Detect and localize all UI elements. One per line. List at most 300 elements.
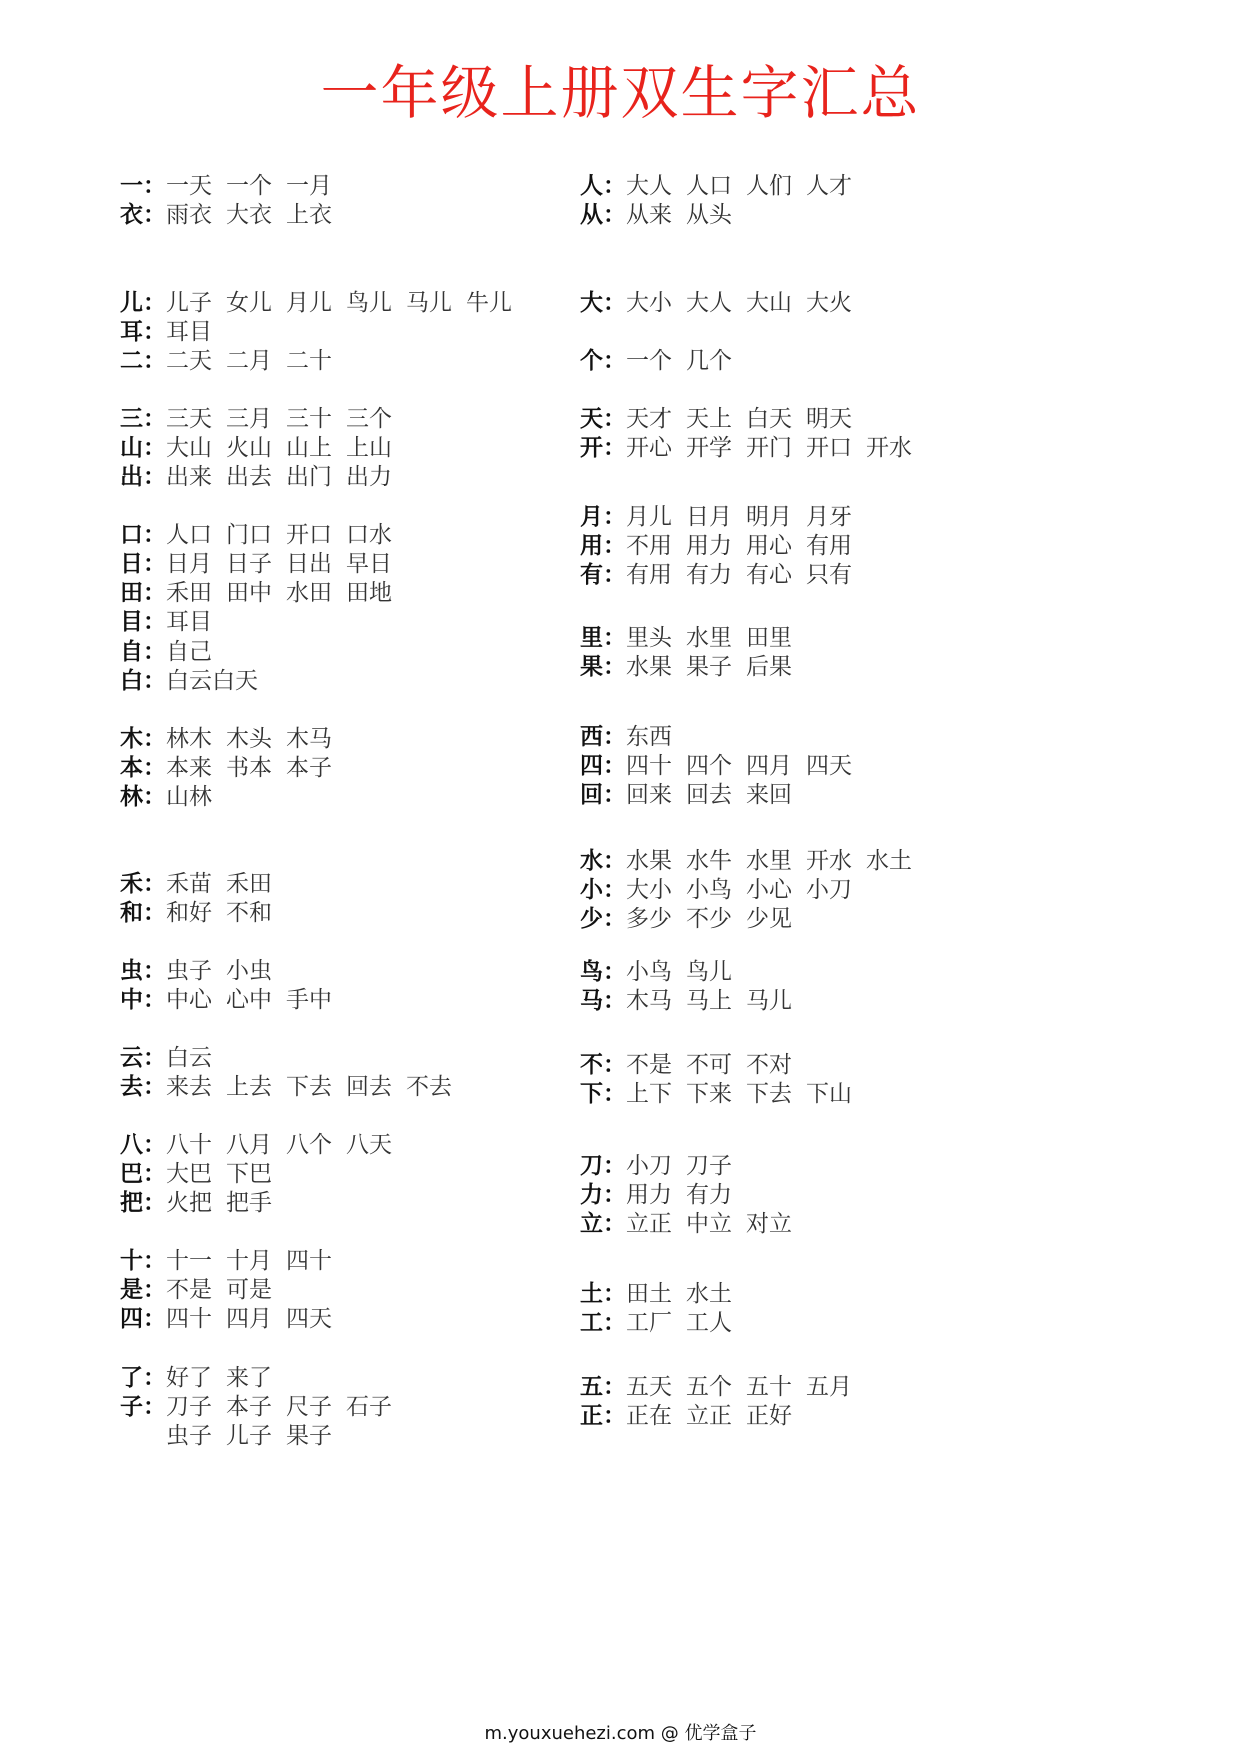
entry-character: 西	[580, 724, 603, 750]
entry-words	[626, 1182, 746, 1208]
entry-words	[626, 959, 746, 985]
word: 禾田	[166, 580, 212, 606]
word: 四十	[166, 1306, 212, 1332]
word: 几个	[686, 348, 732, 374]
word: 林木	[166, 726, 212, 752]
entry-character: 是	[120, 1277, 143, 1303]
entry-colon: ：	[603, 1281, 626, 1307]
entry-words	[626, 1052, 806, 1078]
word: 十月	[226, 1248, 272, 1274]
entry-words	[626, 1310, 746, 1336]
entry-colon: ：	[603, 988, 626, 1014]
word: 对立	[746, 1211, 792, 1237]
character-entry	[580, 1208, 806, 1240]
entry-colon: ：	[143, 609, 166, 635]
word: 不是	[166, 1277, 212, 1303]
word: 开水	[866, 435, 912, 461]
word: 三十	[286, 406, 332, 432]
word: 五个	[686, 1374, 732, 1400]
entry-words	[626, 435, 926, 461]
entry-colon: ：	[603, 877, 626, 903]
word: 小鸟	[626, 959, 672, 985]
word: 只有	[806, 562, 852, 588]
word: 四个	[686, 753, 732, 779]
entry-words	[626, 753, 866, 779]
entry-character: 巴	[120, 1161, 143, 1187]
word: 用力	[626, 1182, 672, 1208]
word: 从头	[686, 202, 732, 228]
entry-words	[626, 1403, 806, 1429]
word: 四月	[746, 753, 792, 779]
entry-colon: ：	[143, 958, 166, 984]
word: 果子	[686, 654, 732, 680]
word: 日月	[686, 504, 732, 530]
entry-colon: ：	[603, 753, 626, 779]
word: 天才	[626, 406, 672, 432]
entry-colon: ：	[603, 625, 626, 651]
word: 耳目	[166, 319, 212, 345]
word: 明天	[806, 406, 852, 432]
entry-colon: ：	[143, 580, 166, 606]
entry-colon: ：	[143, 1306, 166, 1332]
word: 开学	[686, 435, 732, 461]
character-entry	[580, 345, 746, 377]
word: 回来	[626, 782, 672, 808]
entry-character: 衣	[120, 202, 143, 228]
entry-words	[626, 654, 806, 680]
word: 五十	[746, 1374, 792, 1400]
word: 立正	[686, 1403, 732, 1429]
entry-words	[626, 504, 866, 530]
word: 禾苗	[166, 871, 212, 897]
entry-character: 从	[580, 202, 603, 228]
word: 一个	[226, 173, 272, 199]
word: 火把	[166, 1190, 212, 1216]
entry-colon: ：	[603, 1374, 626, 1400]
word: 水里	[686, 625, 732, 651]
character-entry	[580, 403, 866, 435]
word: 正在	[626, 1403, 672, 1429]
word: 一天	[166, 173, 212, 199]
word: 小虫	[226, 958, 272, 984]
word: 不对	[746, 1052, 792, 1078]
character-entry	[580, 956, 746, 988]
entry-words	[626, 290, 866, 316]
entry-character: 了	[120, 1365, 143, 1391]
entry-character: 开	[580, 435, 603, 461]
word: 白云白天	[166, 668, 258, 694]
word: 门口	[226, 522, 272, 548]
word: 来去	[166, 1074, 212, 1100]
word: 东西	[626, 724, 672, 750]
word: 有力	[686, 562, 732, 588]
entry-character: 田	[120, 580, 143, 606]
entry-words	[626, 533, 866, 559]
character-entry	[580, 1150, 746, 1182]
entry-character: 耳	[120, 319, 143, 345]
entry-character: 月	[580, 504, 603, 530]
word: 出去	[226, 464, 272, 490]
entry-character: 正	[580, 1403, 603, 1429]
character-entry	[580, 622, 806, 654]
word: 大人	[686, 290, 732, 316]
entry-character: 用	[580, 533, 603, 559]
entry-character: 小	[580, 877, 603, 903]
word: 大山	[746, 290, 792, 316]
word: 心中	[226, 987, 272, 1013]
entry-character: 工	[580, 1310, 603, 1336]
entry-colon: ：	[143, 435, 166, 461]
word: 大小	[626, 290, 672, 316]
entry-character: 力	[580, 1182, 603, 1208]
word: 四月	[226, 1306, 272, 1332]
entry-character: 四	[120, 1306, 143, 1332]
entry-words	[626, 848, 926, 874]
word: 少见	[746, 906, 792, 932]
word: 山林	[166, 784, 212, 810]
entry-character: 回	[580, 782, 603, 808]
word: 果子	[286, 1423, 332, 1449]
page-title: 一年级上册双生字汇总	[320, 59, 921, 127]
word: 工人	[686, 1310, 732, 1336]
word: 木马	[286, 726, 332, 752]
entry-colon: ：	[143, 551, 166, 577]
entry-character: 五	[580, 1374, 603, 1400]
word: 明月	[746, 504, 792, 530]
word: 五天	[626, 1374, 672, 1400]
word: 大山	[166, 435, 212, 461]
character-entry	[580, 1049, 806, 1081]
word: 四天	[286, 1306, 332, 1332]
entry-character: 十	[120, 1248, 143, 1274]
word: 手中	[286, 987, 332, 1013]
entry-colon: ：	[143, 1365, 166, 1391]
word: 木马	[626, 988, 672, 1014]
entry-colon: ：	[143, 784, 166, 810]
word: 上衣	[286, 202, 332, 228]
word: 自己	[166, 639, 212, 665]
word: 小心	[746, 877, 792, 903]
entry-character: 子	[120, 1394, 143, 1420]
word: 大火	[806, 290, 852, 316]
entry-colon: ：	[143, 668, 166, 694]
character-entry	[580, 985, 806, 1017]
entry-character: 云	[120, 1045, 143, 1071]
entry-words	[626, 625, 806, 651]
entry-character: 刀	[580, 1153, 603, 1179]
word: 四十	[286, 1248, 332, 1274]
entry-character: 有	[580, 562, 603, 588]
word: 日月	[166, 551, 212, 577]
word: 禾田	[226, 871, 272, 897]
word: 来了	[226, 1365, 272, 1391]
word: 木头	[226, 726, 272, 752]
entry-character: 目	[120, 609, 143, 635]
word: 水牛	[686, 848, 732, 874]
word: 日子	[226, 551, 272, 577]
entry-colon: ：	[143, 1132, 166, 1158]
entry-character: 二	[120, 348, 143, 374]
word: 二十	[286, 348, 332, 374]
word: 水田	[286, 580, 332, 606]
entry-character: 儿	[120, 290, 143, 316]
word: 用心	[746, 533, 792, 559]
word: 四天	[806, 753, 852, 779]
word: 好了	[166, 1365, 212, 1391]
entry-character: 中	[120, 987, 143, 1013]
word: 出来	[166, 464, 212, 490]
word: 书本	[226, 755, 272, 781]
word: 大人	[626, 173, 672, 199]
entry-character: 虫	[120, 958, 143, 984]
word: 水土	[866, 848, 912, 874]
word: 刀子	[166, 1394, 212, 1420]
entry-colon: ：	[143, 900, 166, 926]
word: 大衣	[226, 202, 272, 228]
character-entry	[580, 559, 866, 591]
entry-words	[626, 1211, 806, 1237]
entry-colon: ：	[143, 871, 166, 897]
entry-character: 本	[120, 755, 143, 781]
entry-character: 下	[580, 1081, 603, 1107]
entry-colon: ：	[143, 173, 166, 199]
word: 可是	[226, 1277, 272, 1303]
word: 女儿	[226, 290, 272, 316]
entry-character: 一	[120, 173, 143, 199]
entry-character: 去	[120, 1074, 143, 1100]
word: 不少	[686, 906, 732, 932]
character-entry	[580, 287, 866, 319]
word: 上去	[226, 1074, 272, 1100]
word: 十一	[166, 1248, 212, 1274]
word: 不和	[226, 900, 272, 926]
word: 八十	[166, 1132, 212, 1158]
word: 鸟儿	[346, 290, 392, 316]
character-entry	[580, 903, 806, 935]
entry-colon: ：	[603, 959, 626, 985]
word: 大小	[626, 877, 672, 903]
entry-colon: ：	[603, 406, 626, 432]
entry-colon: ：	[143, 726, 166, 752]
entry-words	[626, 877, 866, 903]
entry-colon: ：	[143, 1248, 166, 1274]
word: 开水	[806, 848, 852, 874]
entry-character: 个	[580, 348, 603, 374]
character-entry	[580, 721, 686, 753]
word: 中心	[166, 987, 212, 1013]
word: 口水	[346, 522, 392, 548]
word: 儿子	[166, 290, 212, 316]
entry-colon: ：	[143, 1190, 166, 1216]
entry-colon: ：	[603, 1052, 626, 1078]
entry-character: 土	[580, 1281, 603, 1307]
entry-character: 口	[120, 522, 143, 548]
entry-words	[626, 1374, 866, 1400]
entry-words	[626, 562, 866, 588]
word: 上下	[626, 1081, 672, 1107]
entry-words	[626, 202, 746, 228]
word: 有力	[686, 1182, 732, 1208]
word: 下去	[286, 1074, 332, 1100]
entry-character: 果	[580, 654, 603, 680]
character-entry	[580, 1278, 746, 1310]
entry-colon: ：	[143, 987, 166, 1013]
word: 来回	[746, 782, 792, 808]
entry-colon: ：	[143, 1074, 166, 1100]
word: 下来	[686, 1081, 732, 1107]
entry-colon: ：	[603, 724, 626, 750]
word: 马儿	[746, 988, 792, 1014]
word: 月牙	[806, 504, 852, 530]
word: 白云	[166, 1045, 212, 1071]
word: 上山	[346, 435, 392, 461]
entry-colon: ：	[603, 654, 626, 680]
entry-colon: ：	[603, 906, 626, 932]
word: 石子	[346, 1394, 392, 1420]
character-entry	[580, 501, 866, 533]
word: 白天	[746, 406, 792, 432]
entry-character: 白	[120, 668, 143, 694]
word: 三个	[346, 406, 392, 432]
word: 不可	[686, 1052, 732, 1078]
entry-colon: ：	[143, 1394, 166, 1420]
word: 耳目	[166, 609, 212, 635]
word: 田中	[226, 580, 272, 606]
entry-colon: ：	[143, 1277, 166, 1303]
entry-colon: ：	[603, 848, 626, 874]
word: 马儿	[406, 290, 452, 316]
word: 回去	[346, 1074, 392, 1100]
word: 田土	[626, 1281, 672, 1307]
entry-colon: ：	[603, 533, 626, 559]
word: 不用	[626, 533, 672, 559]
word: 大巴	[166, 1161, 212, 1187]
entry-words	[626, 988, 806, 1014]
word: 出力	[346, 464, 392, 490]
character-entry	[580, 874, 866, 906]
word: 马上	[686, 988, 732, 1014]
word: 立正	[626, 1211, 672, 1237]
entry-character: 日	[120, 551, 143, 577]
word: 早日	[346, 551, 392, 577]
word: 用力	[686, 533, 732, 559]
word: 有心	[746, 562, 792, 588]
word: 八个	[286, 1132, 332, 1158]
entry-words	[626, 1153, 746, 1179]
entry-colon: ：	[603, 1211, 626, 1237]
word: 正好	[746, 1403, 792, 1429]
entry-character: 里	[580, 625, 603, 651]
word: 田里	[746, 625, 792, 651]
word: 小刀	[806, 877, 852, 903]
character-entry	[580, 1307, 746, 1339]
word: 尺子	[286, 1394, 332, 1420]
character-entry	[580, 779, 806, 811]
word: 一个	[626, 348, 672, 374]
entry-words	[626, 406, 866, 432]
entry-colon: ：	[603, 435, 626, 461]
entry-colon: ：	[143, 522, 166, 548]
footer-watermark: m.youxuehezi.com @ 优学盒子	[484, 1723, 757, 1744]
character-entry	[580, 845, 926, 877]
entry-words	[626, 906, 806, 932]
word: 本子	[226, 1394, 272, 1420]
word: 本子	[286, 755, 332, 781]
entry-colon: ：	[143, 755, 166, 781]
word: 一月	[286, 173, 332, 199]
word: 水里	[746, 848, 792, 874]
word: 下巴	[226, 1161, 272, 1187]
word: 虫子	[166, 958, 212, 984]
entry-character: 禾	[120, 871, 143, 897]
entry-character: 八	[120, 1132, 143, 1158]
entry-colon: ：	[603, 782, 626, 808]
word: 工厂	[626, 1310, 672, 1336]
word: 火山	[226, 435, 272, 461]
entry-character: 马	[580, 988, 603, 1014]
entry-character: 把	[120, 1190, 143, 1216]
entry-colon: ：	[143, 202, 166, 228]
entry-character: 人	[580, 173, 603, 199]
word: 儿子	[226, 1423, 272, 1449]
character-entry	[580, 1371, 866, 1403]
entry-colon: ：	[603, 173, 626, 199]
word: 有用	[626, 562, 672, 588]
entry-colon: ：	[603, 562, 626, 588]
entry-character: 自	[120, 639, 143, 665]
entry-words	[626, 348, 746, 374]
word: 本来	[166, 755, 212, 781]
entry-character: 立	[580, 1211, 603, 1237]
word: 和好	[166, 900, 212, 926]
word: 开门	[746, 435, 792, 461]
word: 雨衣	[166, 202, 212, 228]
entry-words	[626, 782, 806, 808]
word: 人口	[686, 173, 732, 199]
word: 二月	[226, 348, 272, 374]
word: 牛儿	[466, 290, 512, 316]
character-entry	[580, 750, 866, 782]
entry-words	[626, 724, 686, 750]
word: 不去	[406, 1074, 452, 1100]
word: 二天	[166, 348, 212, 374]
word: 水果	[626, 654, 672, 680]
word: 不是	[626, 1052, 672, 1078]
character-entry	[580, 1179, 746, 1211]
word: 八天	[346, 1132, 392, 1158]
word: 中立	[686, 1211, 732, 1237]
word: 小刀	[626, 1153, 672, 1179]
entry-colon: ：	[603, 1153, 626, 1179]
word: 月儿	[626, 504, 672, 530]
word: 三天	[166, 406, 212, 432]
character-entry	[580, 199, 746, 231]
word: 有用	[806, 533, 852, 559]
entry-colon: ：	[603, 290, 626, 316]
word: 人才	[806, 173, 852, 199]
entry-colon: ：	[143, 639, 166, 665]
entry-colon: ：	[603, 504, 626, 530]
word: 三月	[226, 406, 272, 432]
character-entry	[580, 1400, 806, 1432]
entry-words	[626, 173, 866, 199]
entry-words	[626, 1281, 746, 1307]
entry-character: 和	[120, 900, 143, 926]
word: 月儿	[286, 290, 332, 316]
word: 天上	[686, 406, 732, 432]
word: 把手	[226, 1190, 272, 1216]
word: 虫子	[166, 1423, 212, 1449]
